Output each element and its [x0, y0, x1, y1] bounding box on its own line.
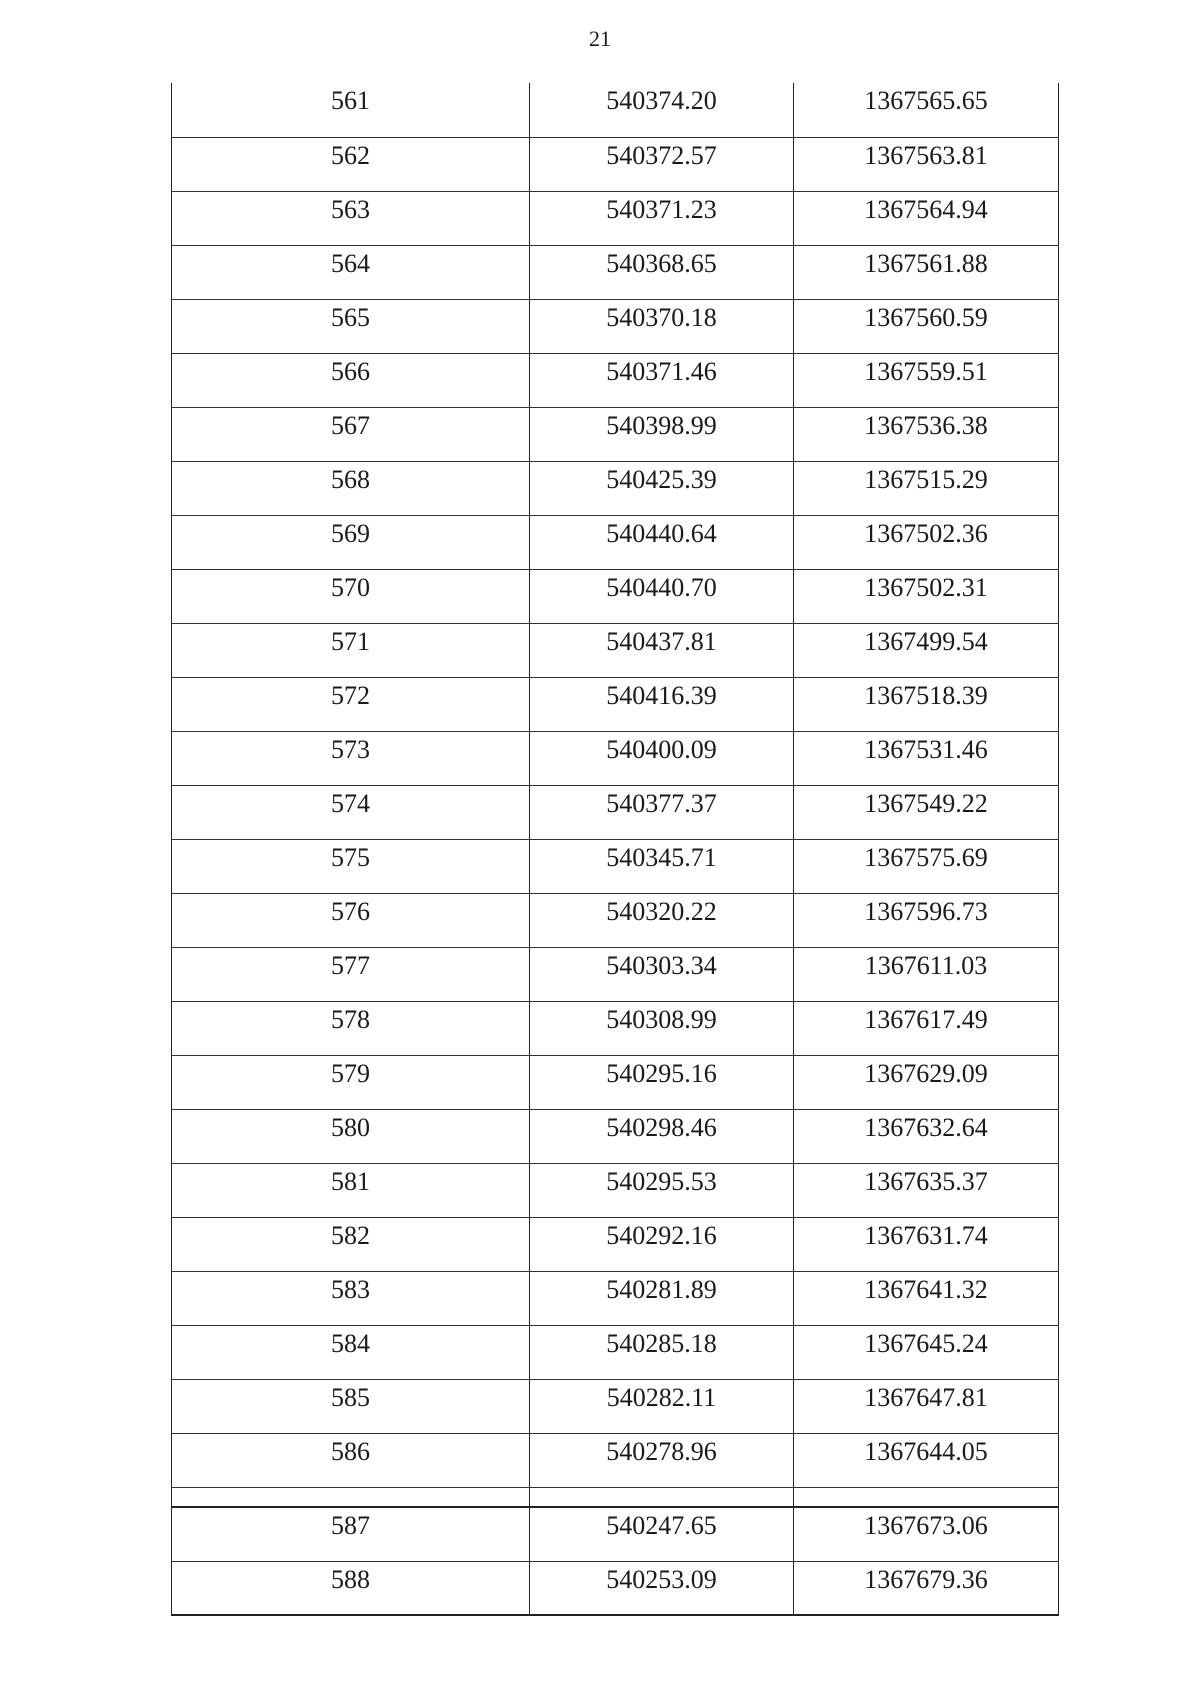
x-coordinate-cell: 540368.65: [530, 245, 794, 299]
table-break-row: [172, 1487, 1059, 1507]
table-row: [172, 1163, 1059, 1217]
point-number-cell: 585: [172, 1379, 530, 1433]
x-coordinate-cell: 540371.23: [530, 191, 794, 245]
x-coordinate-cell: 540370.18: [530, 299, 794, 353]
x-coordinate-cell: 540295.16: [530, 1055, 794, 1109]
y-coordinate-cell: 1367536.38: [794, 407, 1059, 461]
x-coordinate-cell: 540292.16: [530, 1217, 794, 1271]
y-coordinate-cell: 1367673.06: [794, 1507, 1059, 1561]
point-number-cell: 582: [172, 1217, 530, 1271]
y-coordinate-cell: 1367679.36: [794, 1561, 1059, 1615]
point-number-cell: 578: [172, 1001, 530, 1055]
table-row: [172, 191, 1059, 245]
table-row: [172, 893, 1059, 947]
table-row: [172, 407, 1059, 461]
point-number-cell: 580: [172, 1109, 530, 1163]
point-number-cell: 561: [172, 83, 530, 137]
x-coordinate-cell: 540285.18: [530, 1325, 794, 1379]
x-coordinate-cell: 540400.09: [530, 731, 794, 785]
y-coordinate-cell: 1367645.24: [794, 1325, 1059, 1379]
table-row: [172, 137, 1059, 191]
y-coordinate-cell: 1367644.05: [794, 1433, 1059, 1487]
y-coordinate-cell: 1367563.81: [794, 137, 1059, 191]
table-row: [172, 731, 1059, 785]
x-coordinate-cell: 540398.99: [530, 407, 794, 461]
y-coordinate-cell: 1367635.37: [794, 1163, 1059, 1217]
point-number-cell: 588: [172, 1561, 530, 1615]
y-coordinate-cell: 1367502.36: [794, 515, 1059, 569]
y-coordinate-cell: 1367560.59: [794, 299, 1059, 353]
x-coordinate-cell: 540247.65: [530, 1507, 794, 1561]
table-row: [172, 785, 1059, 839]
y-coordinate-cell: 1367518.39: [794, 677, 1059, 731]
x-coordinate-cell: 540377.37: [530, 785, 794, 839]
table-row: [172, 947, 1059, 1001]
table-row: [172, 299, 1059, 353]
table-row: [172, 515, 1059, 569]
y-coordinate-cell: 1367531.46: [794, 731, 1059, 785]
point-number-cell: 574: [172, 785, 530, 839]
x-coordinate-cell: 540253.09: [530, 1561, 794, 1615]
x-coordinate-cell: 540282.11: [530, 1379, 794, 1433]
coordinates-table: [171, 83, 1059, 1616]
empty-cell: [530, 1487, 794, 1507]
table-row: [172, 1001, 1059, 1055]
point-number-cell: 577: [172, 947, 530, 1001]
x-coordinate-cell: 540298.46: [530, 1109, 794, 1163]
x-coordinate-cell: 540440.64: [530, 515, 794, 569]
table-row: [172, 1561, 1059, 1615]
table-row: [172, 1507, 1059, 1561]
table-row: [172, 1325, 1059, 1379]
table-row: [172, 245, 1059, 299]
x-coordinate-cell: 540440.70: [530, 569, 794, 623]
y-coordinate-cell: 1367629.09: [794, 1055, 1059, 1109]
y-coordinate-cell: 1367549.22: [794, 785, 1059, 839]
y-coordinate-cell: 1367575.69: [794, 839, 1059, 893]
table-row: [172, 1055, 1059, 1109]
point-number-cell: 583: [172, 1271, 530, 1325]
point-number-cell: 584: [172, 1325, 530, 1379]
x-coordinate-cell: 540345.71: [530, 839, 794, 893]
point-number-cell: 571: [172, 623, 530, 677]
y-coordinate-cell: 1367559.51: [794, 353, 1059, 407]
table-row: [172, 677, 1059, 731]
x-coordinate-cell: 540320.22: [530, 893, 794, 947]
point-number-cell: 562: [172, 137, 530, 191]
table-row: [172, 1109, 1059, 1163]
point-number-cell: 581: [172, 1163, 530, 1217]
y-coordinate-cell: 1367564.94: [794, 191, 1059, 245]
table-row: [172, 1271, 1059, 1325]
x-coordinate-cell: 540295.53: [530, 1163, 794, 1217]
y-coordinate-cell: 1367515.29: [794, 461, 1059, 515]
point-number-cell: 572: [172, 677, 530, 731]
x-coordinate-cell: 540371.46: [530, 353, 794, 407]
point-number-cell: 575: [172, 839, 530, 893]
x-coordinate-cell: 540374.20: [530, 83, 794, 137]
x-coordinate-cell: 540303.34: [530, 947, 794, 1001]
point-number-cell: 563: [172, 191, 530, 245]
y-coordinate-cell: 1367631.74: [794, 1217, 1059, 1271]
table-row: [172, 623, 1059, 677]
table-row: [172, 353, 1059, 407]
point-number-cell: 586: [172, 1433, 530, 1487]
point-number-cell: 565: [172, 299, 530, 353]
x-coordinate-cell: 540281.89: [530, 1271, 794, 1325]
x-coordinate-cell: 540425.39: [530, 461, 794, 515]
y-coordinate-cell: 1367611.03: [794, 947, 1059, 1001]
point-number-cell: 568: [172, 461, 530, 515]
point-number-cell: 579: [172, 1055, 530, 1109]
page-number: 21: [589, 26, 611, 51]
x-coordinate-cell: 540278.96: [530, 1433, 794, 1487]
coordinates-table-body: [172, 83, 1059, 1615]
x-coordinate-cell: 540416.39: [530, 677, 794, 731]
point-number-cell: 567: [172, 407, 530, 461]
point-number-cell: 573: [172, 731, 530, 785]
y-coordinate-cell: 1367617.49: [794, 1001, 1059, 1055]
table-row: [172, 83, 1059, 137]
table-row: [172, 839, 1059, 893]
table-row: [172, 1217, 1059, 1271]
y-coordinate-cell: 1367647.81: [794, 1379, 1059, 1433]
table-row: [172, 569, 1059, 623]
table-row: [172, 1433, 1059, 1487]
y-coordinate-cell: 1367565.65: [794, 83, 1059, 137]
point-number-cell: 587: [172, 1507, 530, 1561]
y-coordinate-cell: 1367632.64: [794, 1109, 1059, 1163]
x-coordinate-cell: 540437.81: [530, 623, 794, 677]
point-number-cell: 566: [172, 353, 530, 407]
y-coordinate-cell: 1367641.32: [794, 1271, 1059, 1325]
empty-cell: [794, 1487, 1059, 1507]
x-coordinate-cell: 540308.99: [530, 1001, 794, 1055]
empty-cell: [172, 1487, 530, 1507]
point-number-cell: 576: [172, 893, 530, 947]
table-row: [172, 1379, 1059, 1433]
y-coordinate-cell: 1367499.54: [794, 623, 1059, 677]
y-coordinate-cell: 1367561.88: [794, 245, 1059, 299]
point-number-cell: 570: [172, 569, 530, 623]
table-row: [172, 461, 1059, 515]
y-coordinate-cell: 1367502.31: [794, 569, 1059, 623]
point-number-cell: 564: [172, 245, 530, 299]
y-coordinate-cell: 1367596.73: [794, 893, 1059, 947]
point-number-cell: 569: [172, 515, 530, 569]
x-coordinate-cell: 540372.57: [530, 137, 794, 191]
